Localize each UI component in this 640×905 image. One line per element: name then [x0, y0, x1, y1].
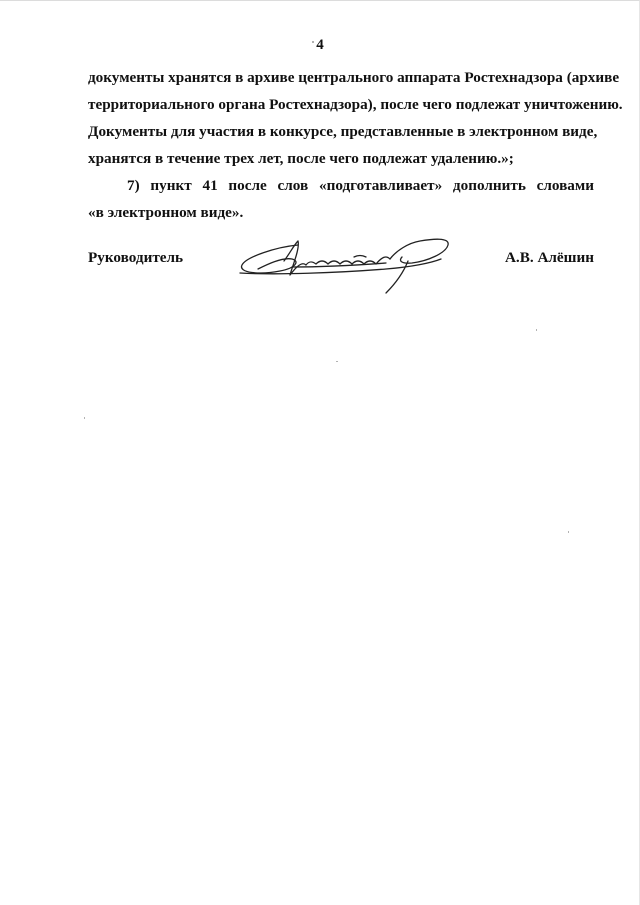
paragraph-1-line-2: территориального органа Ростехнадзора), после чего подлежат уничтожению. — [88, 96, 623, 113]
scan-speck — [536, 329, 537, 331]
signatory-title: Руководитель — [88, 249, 184, 266]
paragraph-1-line-4: хранятся в течение трех лет, после чего подлежат удалению.»; — [88, 150, 514, 167]
paragraph-1-line-1: документы хранятся в архиве центрального аппарата Ростехнадзора (архиве — [88, 69, 620, 86]
scan-speck — [312, 41, 314, 43]
scan-speck — [84, 417, 85, 419]
paragraph-2 — [88, 172, 594, 226]
handwritten-signature — [236, 231, 456, 297]
page-number: 4 — [316, 37, 324, 53]
scan-speck — [336, 361, 338, 362]
paragraph-1-line-3: Документы для участия в конкурсе, представленные в электронном виде, — [88, 123, 598, 140]
paragraph-1 — [88, 64, 623, 172]
scan-speck — [568, 531, 569, 533]
paragraph-2-line-2: «в электронном виде». — [88, 204, 244, 221]
paragraph-2-line-1: 7) пункт 41 после слов «подготавливает» дополнить словами — [127, 177, 594, 194]
signatory-name: А.В. Алёшин — [504, 249, 594, 266]
